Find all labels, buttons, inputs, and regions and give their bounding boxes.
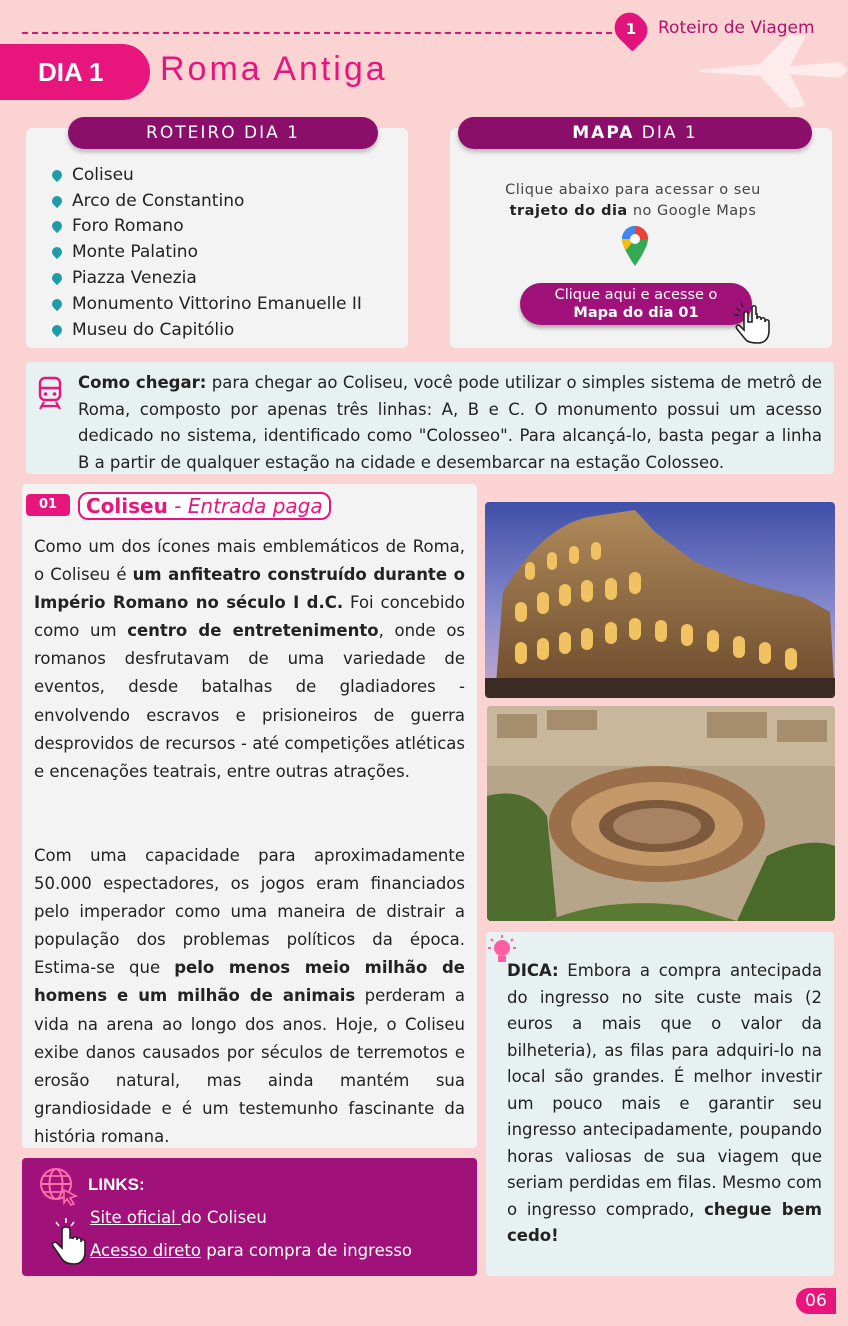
list-item-label: Museu do Capitólio [72, 319, 235, 340]
ticket-purchase-link[interactable]: Acesso direto [90, 1241, 201, 1260]
map-instructions-line2 [452, 201, 814, 222]
section-title [78, 492, 331, 520]
section-number-badge: 01 [26, 494, 70, 516]
p2-bold-1: pelo menos meio milhão de homens e um milhão de animais [34, 958, 465, 1006]
map-pin-icon [50, 168, 64, 182]
coliseu-paragraph-2 [34, 842, 465, 1151]
map-button-line1: Clique aqui e acesse o [554, 287, 718, 303]
p1-bold-2: centro de entretenimento [127, 621, 379, 641]
section-name: Coliseu [86, 494, 168, 518]
click-hand-icon [48, 1218, 88, 1266]
pointing-hand-icon [732, 300, 774, 344]
tip-body: Embora a compra antecipada do ingresso no site custe mais (2 euros a mais que o valor da bilheteria), as filas para adquiri-lo na local são grandes. É melhor investir um pouco mais e garantir seu ingresso antecipadamente, poupando horas valiosas de sua viagem que seriam perdidas em filas. Mesmo com o ingresso comprado, [507, 961, 822, 1219]
p1-bold-1: um anfiteatro construído durante o Império Romano no século I d.C. [34, 565, 465, 613]
list-item-label: Foro Romano [72, 216, 184, 237]
map-title-rest: DIA 1 [634, 123, 698, 143]
airplane-decoration [690, 30, 848, 120]
official-site-rest: do Coliseu [181, 1208, 267, 1227]
colosseum-dusk-photo [485, 502, 835, 698]
map-pin-icon [50, 194, 64, 208]
list-item [52, 317, 362, 343]
colosseum-aerial-photo [487, 706, 835, 921]
section-separator: - [167, 494, 188, 518]
list-item [52, 265, 362, 291]
map-card-title [458, 117, 812, 149]
map-pin-icon [50, 271, 64, 285]
map-instructions-line1: Clique abaixo para acessar o seu [505, 182, 761, 198]
map-instructions-rest: no Google Maps [627, 203, 757, 219]
p1-text-1: Como um dos ícones mais emblemáticos de Roma, o Coliseu é [34, 537, 465, 585]
list-item-label: Monumento Vittorino Emanuelle II [72, 293, 362, 314]
p2-text-1: Com uma capacidade para aproximadamente 50.000 espectadores, os jogos eram financiados pelo imperador como uma maneira de distrair a população dos problemas políticos da época. Estima-se que [34, 846, 465, 978]
link-ticket-purchase [90, 1241, 412, 1260]
map-instructions [452, 180, 814, 222]
globe-icon [38, 1166, 78, 1206]
page-number: 06 [796, 1288, 836, 1314]
day-pill: DIA 1 [0, 44, 150, 100]
map-link-button[interactable] [520, 283, 752, 325]
list-item-label: Coliseu [72, 164, 134, 185]
getting-there-text [78, 370, 822, 476]
list-item-label: Arco de Constantino [72, 190, 245, 211]
map-title-bold: MAPA [572, 123, 635, 143]
getting-there-body: para chegar ao Coliseu, você pode utilizar o simples sistema de metrô de Roma, composto por apenas três linhas: A, B e C. O monumento possui um acesso dedicado no sistema, identificado como "Colosseo". Para alcançá-lo, basta pegar a linha B a partir de qualquer estação na cidade e desembarcar na estação Colosseo. [78, 373, 822, 472]
map-pin-icon [50, 245, 64, 259]
map-button-line2: Mapa do dia 01 [573, 305, 699, 321]
ticket-purchase-rest: para compra de ingresso [200, 1241, 413, 1260]
links-title: LINKS: [88, 1175, 145, 1194]
tip-label: DICA: [507, 961, 559, 980]
map-pin-icon [50, 219, 64, 233]
page-title: Roma Antiga [160, 50, 388, 88]
section-tag: Entrada paga [187, 494, 323, 518]
itinerary-list [52, 162, 362, 343]
list-item-label: Monte Palatino [72, 242, 198, 263]
getting-there-label: Como chegar: [78, 373, 207, 392]
itinerary-title: ROTEIRO DIA 1 [68, 117, 378, 149]
p1-text-2: Foi concebido como um [34, 593, 466, 641]
header-label: Roteiro de Viagem [658, 18, 815, 38]
list-item [52, 291, 362, 317]
list-item [52, 239, 362, 265]
google-maps-icon [622, 226, 648, 266]
p1-text-3: , onde os romanos desfrutavam de uma variedade de eventos, desde batalhas de gladiadores - envolvendo escravos e prisioneiros de guerra desprovidos de recursos - até competições atléticas e encenações teatrais, entre outras atrações. [34, 621, 466, 781]
p2-text-2: perderam a vida na arena ao longo dos anos. Hoje, o Coliseu exibe danos causados por séculos de terremotos e erosão natural, mas ainda mantém sua grandiosidade e é um testemunho fascinante da história romana. [34, 986, 465, 1146]
official-site-link[interactable]: Site oficial [90, 1208, 182, 1227]
list-item [52, 188, 362, 214]
train-icon [38, 376, 62, 410]
map-pin-icon [50, 297, 64, 311]
link-official-site [90, 1208, 267, 1227]
header-badge-number: 1 [625, 20, 637, 38]
map-instructions-bold: trajeto do dia [509, 203, 628, 219]
tip-text [507, 958, 822, 1250]
tip-bold-end: chegue bem cedo! [507, 1199, 822, 1245]
header-dashed-line [22, 32, 612, 34]
map-pin-icon [50, 323, 64, 337]
coliseu-paragraph-1 [34, 533, 465, 786]
list-item [52, 162, 362, 188]
list-item [52, 214, 362, 240]
list-item-label: Piazza Venezia [72, 268, 197, 289]
